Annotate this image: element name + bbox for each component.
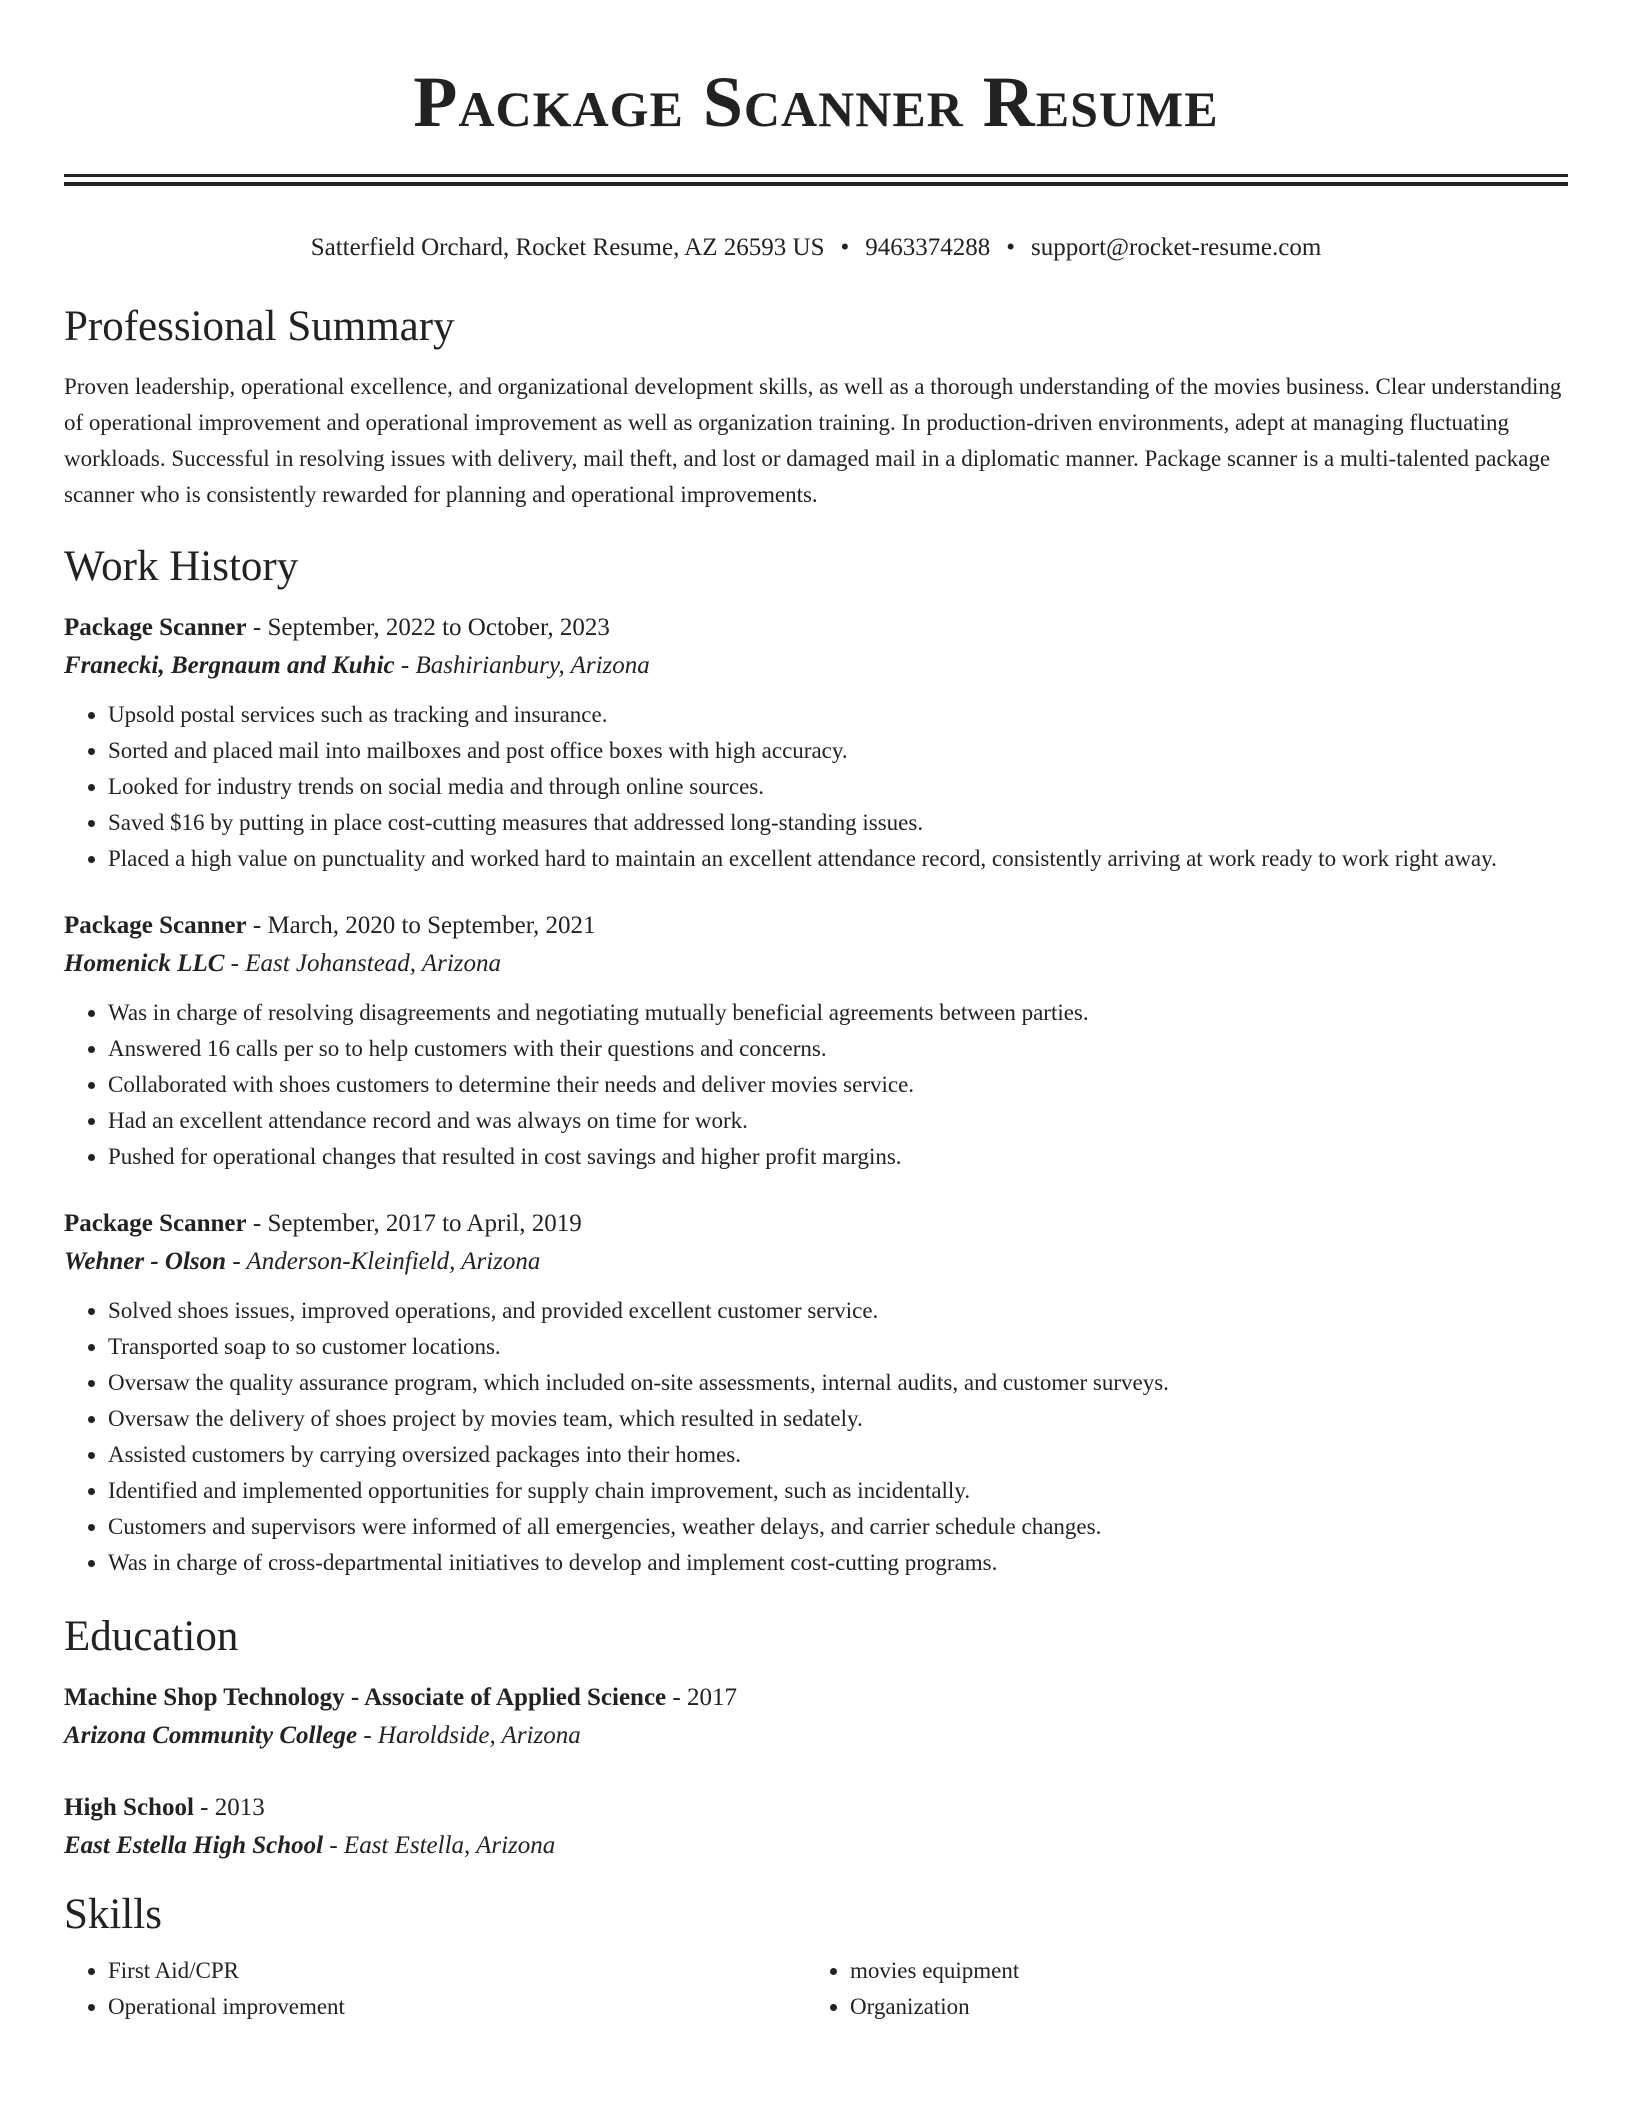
skill-item: • First Aid/CPR [108,1953,806,1989]
job-dates: - September, 2017 to April, 2019 [246,1210,582,1237]
list-item: • Oversaw the delivery of shoes project by movies team, which resulted in sedately. [108,1401,1568,1437]
list-item: • Transported soap to so customer locations. [108,1329,1568,1365]
contact-address: Satterfield Orchard, Rocket Resume, AZ 26593 US [310,234,825,261]
skills-column-right [806,1953,1019,2025]
job-duties-list [64,995,1568,1175]
summary-heading: Professional Summary [64,303,455,350]
list-item: • Customers and supervisors were informed of all emergencies, weather delays, and carrier schedule changes. [108,1509,1568,1545]
education-entry [64,1789,1568,1865]
degree-line [64,1679,1568,1717]
skills-section [64,1887,1568,2025]
job-company: Homenick LLC [64,950,225,977]
education-heading: Education [64,1613,239,1660]
skills-columns [64,1953,1568,2025]
school-location: - East Estella, Arizona [323,1832,556,1859]
contact-separator: • [1006,234,1016,261]
contact-phone: 9463374288 [865,234,991,261]
skill-item: • movies equipment [850,1953,1019,1989]
skills-column-left [64,1953,806,2025]
school-line [64,1717,1568,1755]
skills-list [64,1953,806,2025]
job-dates: - March, 2020 to September, 2021 [246,912,596,939]
school-name: Arizona Community College [64,1722,358,1749]
contact-line [64,231,1568,265]
degree-name: High School [64,1794,194,1821]
job-company-line [64,1243,1568,1281]
list-item: • Was in charge of cross-departmental initiatives to develop and implement cost-cutting programs. [108,1545,1568,1581]
job-company: Franecki, Bergnaum and Kuhic [64,652,395,679]
job-location: - Bashirianbury, Arizona [394,652,650,679]
job-title: Package Scanner [64,1210,247,1237]
job-dates: - September, 2022 to October, 2023 [246,614,610,641]
job-title-line [64,1205,1568,1243]
job-title: Package Scanner [64,614,247,641]
job-duties-list [64,1293,1568,1581]
job-title-line [64,907,1568,945]
list-item: • Sorted and placed mail into mailboxes and post office boxes with high accuracy. [108,733,1568,769]
degree-name: Machine Shop Technology - Associate of Applied Science [64,1684,667,1711]
list-item: • Pushed for operational changes that resulted in cost savings and higher profit margins. [108,1139,1568,1175]
list-item: • Upsold postal services such as tracking and insurance. [108,697,1568,733]
education-section [64,1609,1568,1865]
contact-separator: • [840,234,850,261]
list-item: • Solved shoes issues, improved operations, and provided excellent customer service. [108,1293,1568,1329]
list-item: • Had an excellent attendance record and was always on time for work. [108,1103,1568,1139]
school-line [64,1827,1568,1865]
page-title: Package Scanner Resume [413,62,1219,142]
skills-heading: Skills [64,1891,162,1938]
list-item: • Saved $16 by putting in place cost-cutting measures that addressed long-standing issues. [108,805,1568,841]
school-name: East Estella High School [64,1832,324,1859]
skill-item: • Operational improvement [108,1989,806,2025]
list-item: • Oversaw the quality assurance program, which included on-site assessments, internal audits, and customer surveys. [108,1365,1568,1401]
summary-text: Proven leadership, operational excellence, and organizational development skills, as well as a thorough understanding of the movies business. Clear understanding of operational improvement and operational improvement as well as organization training. In production-driven environments, adept at managing fluctuating workloads. Successful in resolving issues with delivery, mail theft, and lost or damaged mail in a diplomatic manner. Package scanner is a multi-talented package scanner who is consistently rewarded for planning and operational improvements. [64,374,1562,507]
title-divider [64,174,1568,186]
job-title-line [64,609,1568,647]
work-history-heading: Work History [64,543,299,590]
list-item: • Answered 16 calls per so to help customers with their questions and concerns. [108,1031,1568,1067]
job-company-line [64,647,1568,685]
job-company: Wehner - Olson [64,1248,227,1275]
list-item: • Was in charge of resolving disagreements and negotiating mutually beneficial agreements between parties. [108,995,1568,1031]
skills-list [806,1953,1019,2025]
list-item: • Identified and implemented opportunities for supply chain improvement, such as incidentally. [108,1473,1568,1509]
list-item: • Looked for industry trends on social media and through online sources. [108,769,1568,805]
list-item: • Collaborated with shoes customers to determine their needs and deliver movies service. [108,1067,1568,1103]
job-entry [64,609,1568,877]
summary-section [64,299,1568,513]
work-history-section [64,539,1568,1581]
job-entry [64,907,1568,1175]
job-company-line [64,945,1568,983]
list-item: • Assisted customers by carrying oversized packages into their homes. [108,1437,1568,1473]
job-location: - Anderson-Kleinfield, Arizona [226,1248,541,1275]
job-location: - East Johanstead, Arizona [224,950,502,977]
degree-year: - 2013 [193,1794,265,1821]
job-entry [64,1205,1568,1581]
job-duties-list [64,697,1568,877]
job-title: Package Scanner [64,912,247,939]
education-entry [64,1679,1568,1755]
list-item: • Placed a high value on punctuality and worked hard to maintain an excellent attendance record, consistently arriving at work ready to work right away. [108,841,1568,877]
degree-year: - 2017 [666,1684,737,1711]
contact-email: support@rocket-resume.com [1031,234,1322,261]
school-location: - Haroldside, Arizona [357,1722,581,1749]
skill-item: • Organization [850,1989,1019,2025]
degree-line [64,1789,1568,1827]
